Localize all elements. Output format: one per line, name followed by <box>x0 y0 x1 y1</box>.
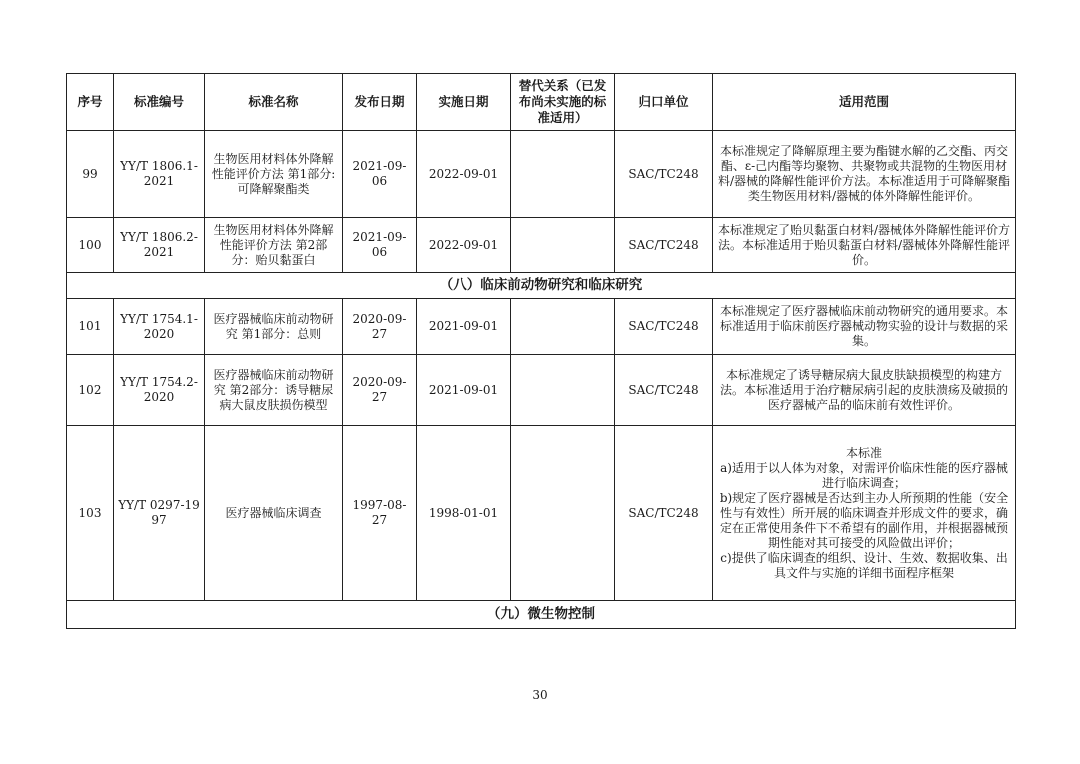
scope-text: 本标准规定了降解原理主要为酯键水解的乙交酯、丙交酯、ε-己内酯等均聚物、共聚物或共混物的生物医用材料/器械的降解性能评价方法。本标准适用于可降解聚酯类生物医用材料/器械的体外降解性能评价。 <box>717 144 1011 203</box>
row-code: YY/T 1806.1-2021 <box>114 131 205 218</box>
scope-text: 本标准规定了贻贝黏蛋白材料/器械体外降解性能评价方法。本标准适用于贻贝黏蛋白材料/器械体外降解性能评价。 <box>717 222 1011 267</box>
table-header-row <box>67 74 1016 131</box>
row-scope <box>713 299 1016 355</box>
table-row <box>67 355 1016 426</box>
row-implement-date: 2021-09-01 <box>417 299 511 355</box>
table-row <box>67 426 1016 601</box>
row-unit: SAC/TC248 <box>615 426 713 601</box>
row-no: 101 <box>67 299 114 355</box>
scope-line: c)提供了临床调查的组织、设计、生效、数据收集、出具文件与实施的详细书面程序框架 <box>720 550 1008 580</box>
row-name: 医疗器械临床前动物研究 第1部分：总则 <box>205 299 343 355</box>
row-name: 医疗器械临床前动物研究 第2部分：诱导糖尿病大鼠皮肤损伤模型 <box>205 355 343 426</box>
header-implement-date: 实施日期 <box>417 74 511 131</box>
row-code: YY/T 1754.1-2020 <box>114 299 205 355</box>
row-publish-date: 2021-09-06 <box>343 218 417 273</box>
row-publish-date: 2021-09-06 <box>343 131 417 218</box>
standards-table <box>66 73 1016 629</box>
section-heading-row <box>67 601 1016 629</box>
section-heading-microbial: （九）微生物控制 <box>67 601 1016 629</box>
row-no: 99 <box>67 131 114 218</box>
row-unit: SAC/TC248 <box>615 299 713 355</box>
page-number: 30 <box>532 688 548 702</box>
row-code: YY/T 0297-1997 <box>114 426 205 601</box>
row-code: YY/T 1806.2-2021 <box>114 218 205 273</box>
scope-line: 本标准 <box>845 445 882 460</box>
row-no: 102 <box>67 355 114 426</box>
scope-text: 本标准规定了医疗器械临床前动物研究的通用要求。本标准适用于临床前医疗器械动物实验的设计与数据的采集。 <box>719 304 1008 348</box>
row-publish-date: 1997-08-27 <box>343 426 417 601</box>
row-unit: SAC/TC248 <box>615 218 713 273</box>
table-row <box>67 218 1016 273</box>
row-unit: SAC/TC248 <box>615 131 713 218</box>
row-replacement <box>511 426 615 601</box>
header-code: 标准编号 <box>114 74 205 131</box>
header-scope: 适用范围 <box>713 74 1016 131</box>
row-scope <box>713 131 1016 218</box>
scope-line: b)规定了医疗器械是否达到主办人所预期的性能（安全性与有效性）所开展的临床调查并形成文件的要求，确定在正常使用条件下不希望有的副作用，并根据器械预期性能对其可接受的风险做出评价； <box>719 490 1009 550</box>
row-implement-date: 1998-01-01 <box>417 426 511 601</box>
row-unit: SAC/TC248 <box>615 355 713 426</box>
row-implement-date: 2021-09-01 <box>417 355 511 426</box>
row-scope <box>713 426 1016 601</box>
section-heading-preclinical: （八）临床前动物研究和临床研究 <box>67 273 1016 299</box>
row-name: 生物医用材料体外降解性能评价方法 第1部分:可降解聚酯类 <box>205 131 343 218</box>
row-replacement <box>511 218 615 273</box>
scope-line: a)适用于以人体为对象，对需评价临床性能的医疗器械进行临床调查； <box>720 460 1008 490</box>
row-publish-date: 2020-09-27 <box>343 299 417 355</box>
row-name: 生物医用材料体外降解性能评价方法 第2部分：贻贝黏蛋白 <box>205 218 343 273</box>
row-no: 100 <box>67 218 114 273</box>
row-replacement <box>511 299 615 355</box>
row-scope <box>713 355 1016 426</box>
row-code: YY/T 1754.2-2020 <box>114 355 205 426</box>
row-scope <box>713 218 1016 273</box>
header-name: 标准名称 <box>205 74 343 131</box>
row-implement-date: 2022-09-01 <box>417 131 511 218</box>
section-heading-row <box>67 273 1016 299</box>
scope-text: 本标准规定了诱导糖尿病大鼠皮肤缺损模型的构建方法。本标准适用于治疗糖尿病引起的皮肤溃疡及破损的医疗器械产品的临床前有效性评价。 <box>719 367 1008 412</box>
header-unit: 归口单位 <box>615 74 713 131</box>
row-replacement <box>511 131 615 218</box>
row-name: 医疗器械临床调查 <box>205 426 343 601</box>
header-publish-date: 发布日期 <box>343 74 417 131</box>
table-row <box>67 131 1016 218</box>
row-no: 103 <box>67 426 114 601</box>
row-implement-date: 2022-09-01 <box>417 218 511 273</box>
row-replacement <box>511 355 615 426</box>
header-replacement: 替代关系（已发布尚未实施的标准适用） <box>511 74 615 131</box>
table-row <box>67 299 1016 355</box>
header-no: 序号 <box>67 74 114 131</box>
row-publish-date: 2020-09-27 <box>343 355 417 426</box>
